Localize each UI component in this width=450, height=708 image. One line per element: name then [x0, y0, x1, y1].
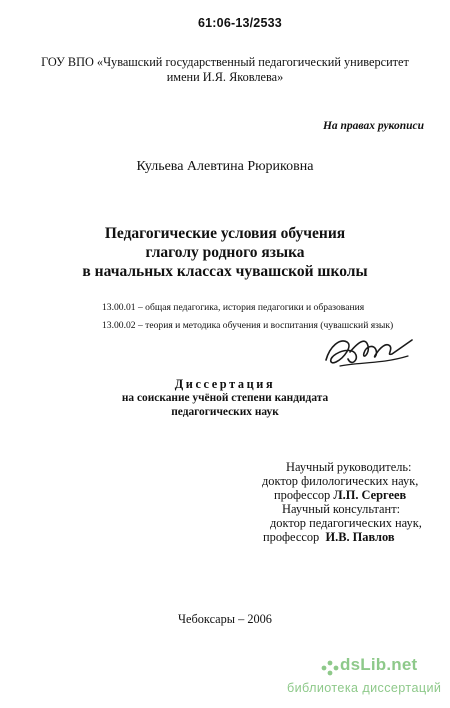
degree-line-1: на соискание учёной степени кандидата	[121, 392, 329, 404]
degree-line-2: педагогических наук	[171, 406, 279, 418]
document-code: 61:06-13/2533	[198, 16, 282, 30]
city-year: Чебоксары – 2006	[178, 612, 272, 626]
author-name: Кульева Алевтина Рюриковна	[136, 159, 314, 174]
specialty-2: 13.00.02 – теория и методика обучения и воспитания (чувашский язык)	[102, 320, 394, 331]
consultant-title: Научный консультант:	[282, 502, 401, 516]
manuscript-rights: На правах рукописи	[322, 120, 424, 132]
supervisor-name: Л.П. Сергеев	[333, 488, 407, 502]
institution-line-2: имени И.Я. Яковлева»	[166, 70, 284, 84]
consultant-line	[263, 530, 395, 545]
author-signature	[320, 326, 420, 374]
watermark-domain: dsLib.net	[340, 655, 418, 674]
title-line-3: в начальных классах чувашской школы	[82, 263, 368, 280]
supervisor-title: Научный руководитель:	[286, 460, 412, 474]
consultant-name: И.В. Павлов	[325, 530, 395, 544]
consultant-degree: доктор педагогических наук,	[270, 516, 422, 530]
supervisor-degree: доктор филологических наук,	[262, 474, 419, 488]
specialty-1: 13.00.01 – общая педагогика, история педагогики и образования	[102, 302, 365, 313]
dissertation-label: Диссертация	[174, 377, 276, 391]
consultant-rank: профессор	[263, 530, 320, 544]
title-line-1: Педагогические условия обучения	[104, 225, 346, 242]
supervisor-line	[274, 488, 406, 503]
title-line-2: глаголу родного языка	[145, 244, 305, 261]
watermark-library: библиотека диссертаций	[287, 681, 442, 695]
supervisor-rank: профессор	[274, 488, 331, 502]
institution-line-1: ГОУ ВПО «Чувашский государственный педагогический университет	[41, 55, 409, 69]
